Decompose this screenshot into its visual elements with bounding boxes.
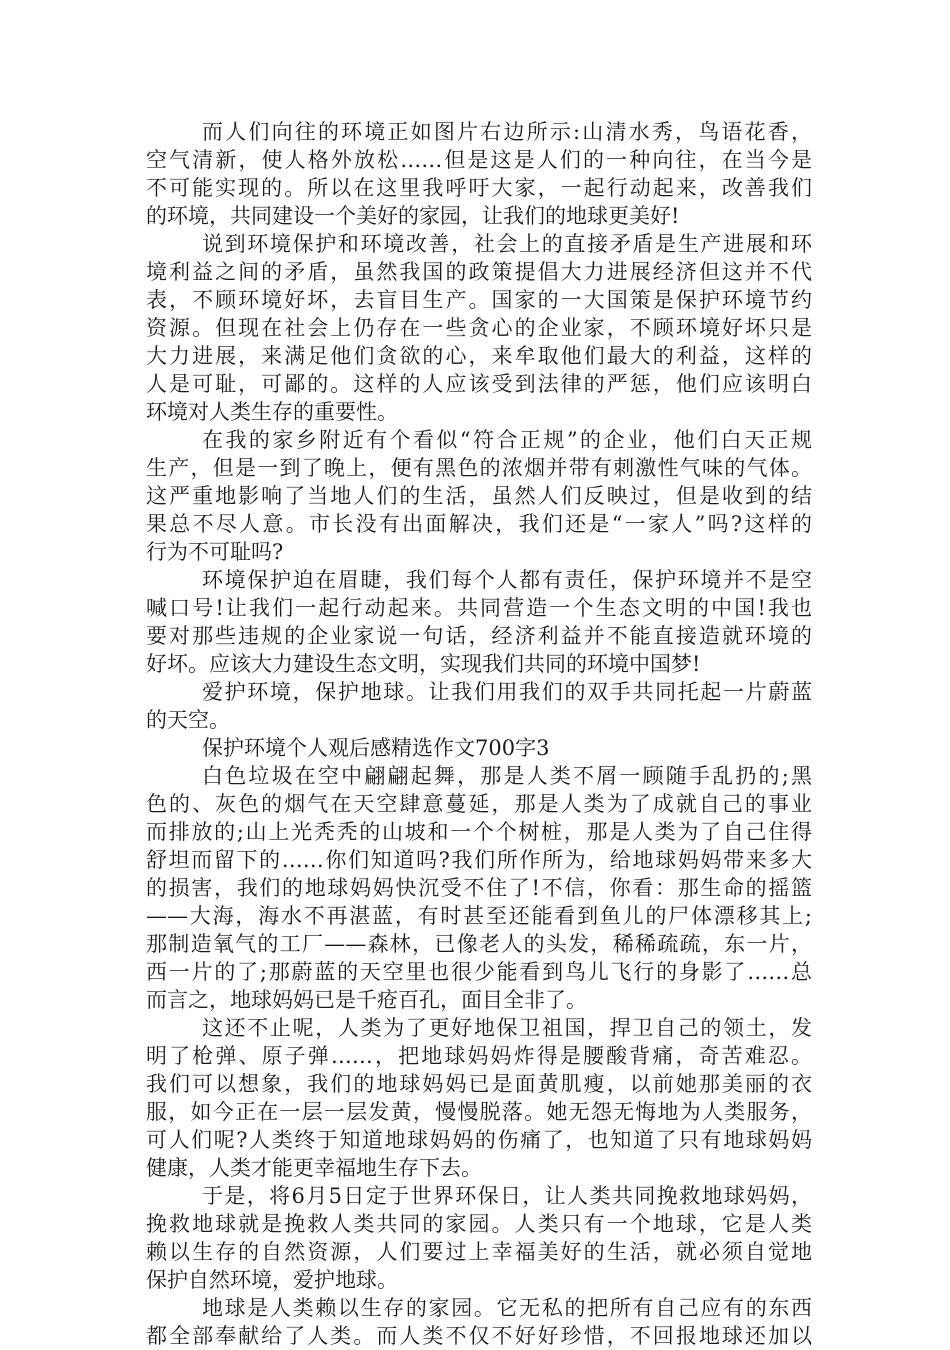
text-line: 空气清新，使人格外放松……但是这是人们的一种向往，在当今是 xyxy=(146,148,812,172)
text-line: 明了枪弹、原子弹……，把地球妈妈炸得是腰酸背痛，奇苦难忍。 xyxy=(146,1044,812,1068)
text-line: 而言之，地球妈妈已是千疮百孔，面目全非了。 xyxy=(146,988,587,1012)
text-line: 人是可耻，可鄙的。这样的人应该受到法律的严惩，他们应该明白 xyxy=(146,372,812,396)
text-line: 色的、灰色的烟气在天空肆意蔓延，那是人类为了成就自己的事业 xyxy=(146,792,812,816)
text-line: 境利益之间的矛盾，虽然我国的政策提倡大力进展经济但这并不代 xyxy=(146,260,812,284)
text-line: 那制造氧气的工厂——森林，已像老人的头发，稀稀疏疏，东一片， xyxy=(146,932,812,956)
text-line: 不可能实现的。所以在这里我呼吁大家，一起行动起来，改善我们 xyxy=(146,176,812,200)
text-line: 资源。但现在社会上仍存在一些贪心的企业家，不顾环境好坏只是 xyxy=(146,316,812,340)
text-line: 表，不顾环境好坏，去盲目生产。国家的一大国策是保护环境节约 xyxy=(146,288,812,312)
text-line: 在我的家乡附近有个看似“符合正规”的企业，他们白天正规 xyxy=(202,428,812,452)
text-line: 生产，但是一到了晚上，便有黑色的浓烟并带有刺激性气味的气体。 xyxy=(146,456,812,480)
text-line: 环境对人类生存的重要性。 xyxy=(146,400,398,424)
text-line: 都全部奉献给了人类。而人类不仅不好好珍惜，不回报地球还加以 xyxy=(146,1324,812,1348)
document-body xyxy=(146,118,812,1350)
text-line: 我们可以想象，我们的地球妈妈已是面黄肌瘦，以前她那美丽的衣 xyxy=(146,1072,812,1096)
text-line: 白色垃圾在空中翩翩起舞，那是人类不屑一顾随手乱扔的;黑 xyxy=(202,764,812,788)
text-line: 喊口号!让我们一起行动起来。共同营造一个生态文明的中国!我也 xyxy=(146,596,812,620)
text-line: 的损害，我们的地球妈妈快沉受不住了!不信，你看：那生命的摇篮 xyxy=(146,876,812,900)
text-line: 赖以生存的自然资源，人们要过上幸福美好的生活，就必须自觉地 xyxy=(146,1240,812,1264)
text-line: 的天空。 xyxy=(146,708,230,732)
text-line: 而排放的;山上光秃秃的山坡和一个个树桩，那是人类为了自己住得 xyxy=(146,820,812,844)
text-line: 环境保护迫在眉睫，我们每个人都有责任，保护环境并不是空 xyxy=(202,568,812,592)
text-line: 保护环境个人观后感精选作文700字3 xyxy=(202,736,550,760)
text-line: 挽救地球就是挽救人类共同的家园。人类只有一个地球，它是人类 xyxy=(146,1212,812,1236)
text-line: 行为不可耻吗? xyxy=(146,540,284,564)
text-line: 于是，将6月5日定于世界环保日，让人类共同挽救地球妈妈， xyxy=(202,1184,812,1208)
text-line: 可人们呢?人类终于知道地球妈妈的伤痛了，也知道了只有地球妈妈 xyxy=(146,1128,812,1152)
text-line: 健康，人类才能更幸福地生存下去。 xyxy=(146,1156,482,1180)
text-line: 服，如今正在一层一层发黄，慢慢脱落。她无怨无悔地为人类服务， xyxy=(146,1100,812,1124)
text-line: 果总不尽人意。市长没有出面解决，我们还是“一家人”吗?这样的 xyxy=(146,512,812,536)
text-line: 要对那些违规的企业家说一句话，经济利益并不能直接造就环境的 xyxy=(146,624,812,648)
text-line: 西一片的了;那蔚蓝的天空里也很少能看到鸟儿飞行的身影了……总 xyxy=(146,960,812,984)
text-line: 说到环境保护和环境改善，社会上的直接矛盾是生产进展和环 xyxy=(202,232,812,256)
text-line: 大力进展，来满足他们贪欲的心，来牟取他们最大的利益，这样的 xyxy=(146,344,812,368)
text-line: 的环境，共同建设一个美好的家园，让我们的地球更美好! xyxy=(146,204,680,228)
text-line: 好坏。应该大力建设生态文明，实现我们共同的环境中国梦! xyxy=(146,652,701,676)
text-line: 保护自然环境，爱护地球。 xyxy=(146,1268,398,1292)
text-line: 舒坦而留下的……你们知道吗?我们所作所为，给地球妈妈带来多大 xyxy=(146,848,812,872)
text-line: 这还不止呢，人类为了更好地保卫祖国，捍卫自己的领土，发 xyxy=(202,1016,812,1040)
text-line: 这严重地影响了当地人们的生活，虽然人们反映过，但是收到的结 xyxy=(146,484,812,508)
text-line: 而人们向往的环境正如图片右边所示:山清水秀，鸟语花香， xyxy=(202,120,812,144)
text-line: 地球是人类赖以生存的家园。它无私的把所有自己应有的东西 xyxy=(202,1296,812,1320)
text-line: ——大海，海水不再湛蓝，有时甚至还能看到鱼儿的尸体漂移其上; xyxy=(146,904,812,928)
text-line: 爱护环境，保护地球。让我们用我们的双手共同托起一片蔚蓝 xyxy=(202,680,812,704)
